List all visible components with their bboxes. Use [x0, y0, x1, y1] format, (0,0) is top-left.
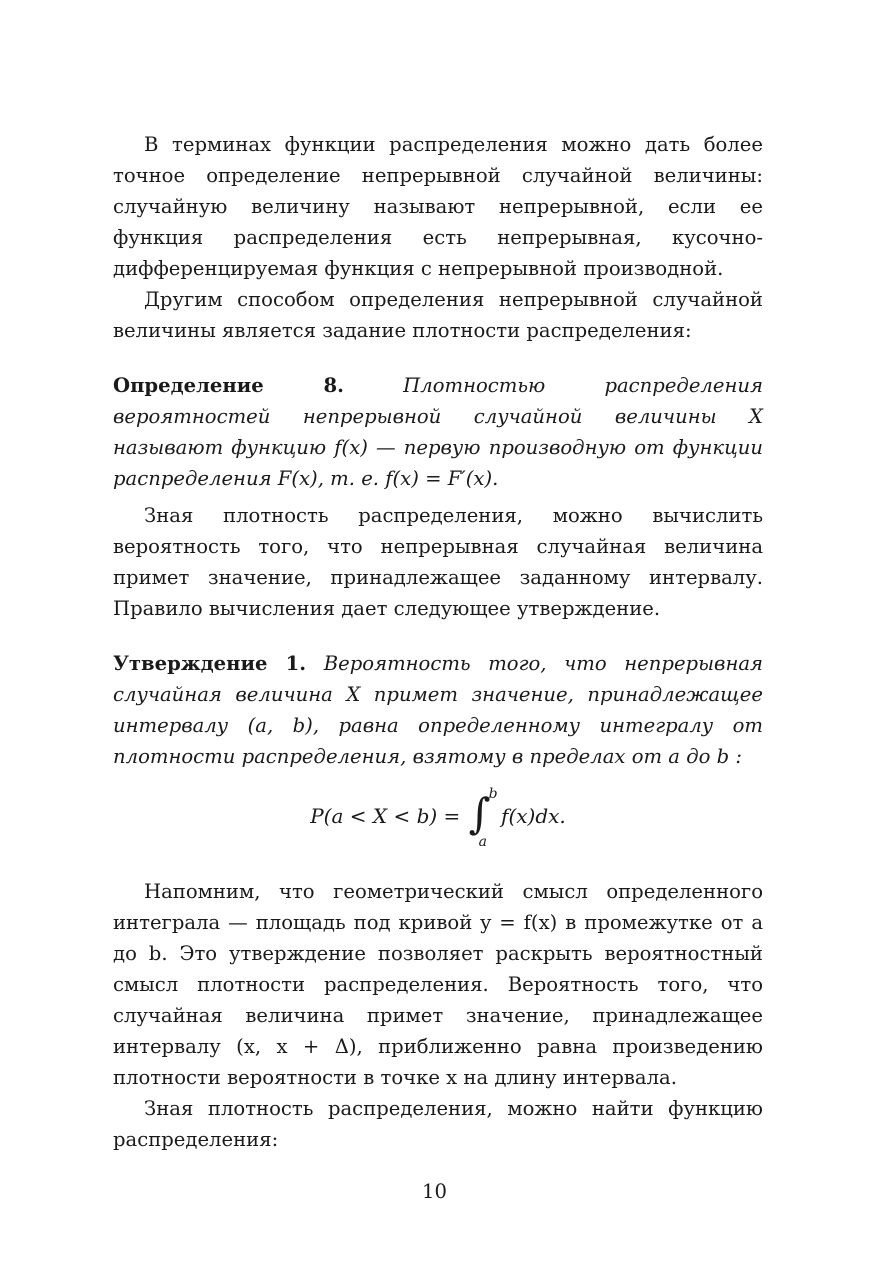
paragraph-5: Зная плотность распределения, можно найти функцию распределения:: [113, 1097, 763, 1151]
integral-upper-limit: b: [488, 785, 498, 802]
page-content: [113, 129, 763, 1155]
statement-1: [113, 648, 763, 772]
paragraph-2: Другим способом определения непрерывной случайной величины является задание плотности распределения:: [113, 288, 763, 342]
paragraph-3: Зная плотность распределения, можно вычислить вероятность того, что непрерывная случайная величина примет значение, принадлежащее заданному интервалу. Правило вычисления дает следующее утверждение.: [113, 504, 763, 620]
formula-rhs: f(x)dx.: [501, 804, 566, 828]
integral-lower-limit: a: [478, 833, 488, 850]
definition-label: Определение 8.: [113, 374, 344, 397]
formula-lhs: P(a < X < b) =: [310, 804, 461, 828]
definition-8: [113, 370, 763, 494]
page-number: 10: [422, 1180, 447, 1203]
integral-formula: [113, 785, 763, 854]
statement-label: Утверждение 1.: [113, 652, 307, 675]
statement-text: Вероятность того, что непрерывная случайная величина X примет значение, принадлежащее интервалу (a, b), равна определенному интегралу от плотности распределения, взятому в пределах от a до b :: [113, 652, 764, 768]
integral-sign: ∫ b a: [468, 785, 498, 850]
paragraph-4: Напомним, что геометрический смысл определенного интеграла — площадь под кривой y = f(x) в промежутке от a до b. Это утверждение позволяет раскрыть вероятностный смысл плотности распределения. Вероятность того, что случайная величина примет значение, принадлежащее интервалу (x, x + Δ), приближенно равна произведению плотности вероятности в точке x на длину интервала.: [113, 880, 763, 1089]
paragraph-1: В терминах функции распределения можно дать более точное определение непрерывной случайной величины: случайную величину называют непрерывной, если ее функция распределения есть непрерывная, кусочно-дифференцируемая функция с непрерывной производной.: [113, 133, 763, 280]
definition-text: Плотностью распределения вероятностей непрерывной случайной величины X называют функцию f(x) — первую производную от функции распределения F(x), т. е. f(x) = F′(x).: [113, 374, 763, 490]
